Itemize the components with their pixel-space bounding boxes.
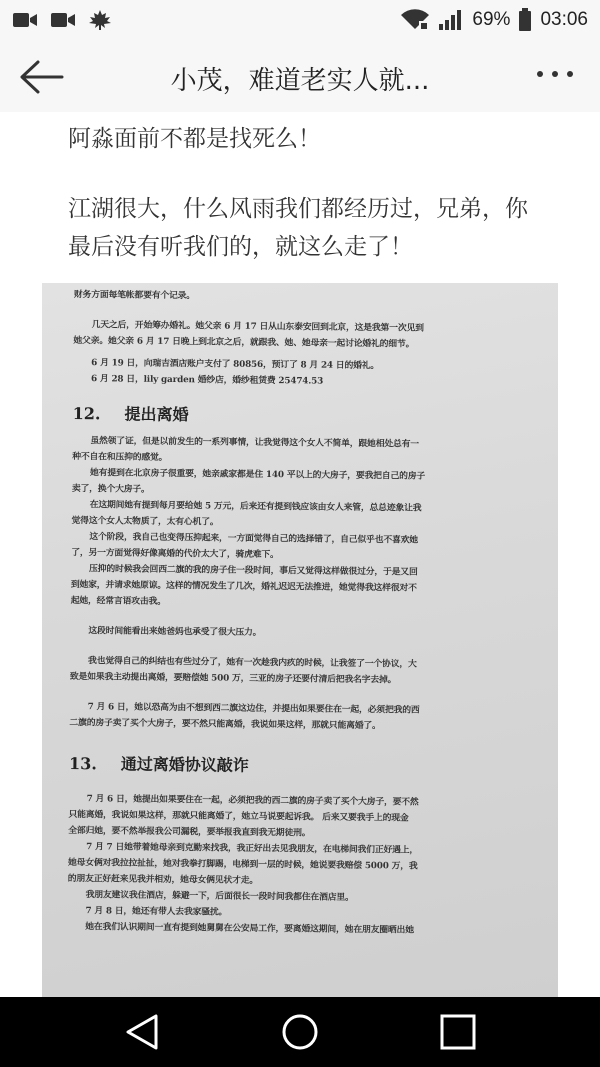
- maple-leaf-icon: [88, 9, 112, 31]
- section-heading: [69, 751, 519, 782]
- document-line: 7 月 7 日她带着她母亲到克勤来找我，我正好出去见我朋友，在电梯间我们正好遇上，: [86, 842, 419, 856]
- document-line: 只能离婚，我说如果这样，那就只能离婚了，她立马说要起诉我。 后来又要我手上的现金: [68, 809, 409, 824]
- section-heading: [73, 401, 523, 432]
- status-bar-left: [12, 9, 112, 31]
- nav-home-button[interactable]: [280, 1012, 320, 1052]
- document-line: 她在我们认识期间一直有提到她舅舅在公安局工作，要离婚这期间，她在朋友圈晒出她: [85, 922, 414, 936]
- more-dots-icon: [530, 58, 580, 94]
- document-line: 7 月 6 日，她以恐高为由不想到西二旗这边住，并提出如果要住在一起，必须把我的西: [87, 702, 420, 716]
- document-line: 到她家，并请求她原谅。这样的情况发生了几次，婚礼迟迟无法推进，她觉得我这样很对不: [70, 579, 417, 594]
- article-paragraph: 江湖很大，什么风雨我们都经历过，兄弟，你最后没有听我们的，就这么走了！: [68, 196, 528, 260]
- square-recent-icon: [438, 1012, 478, 1052]
- document-line: 了，另一方面觉得好像离婚的代价太大了，骑虎难下。: [71, 547, 279, 561]
- status-bar: [0, 0, 600, 40]
- more-button[interactable]: [530, 58, 580, 94]
- document-line: 的朋友正好赶来见我并相劝，她母女俩见状才走。: [67, 873, 259, 886]
- article-paragraph: 阿淼面前不都是找死么！: [68, 126, 321, 152]
- document-line: 她有提到在北京房子很重要，她亲戚家都是住 140 平以上的大房子，要我把自己的房子: [89, 468, 426, 482]
- document-line: 她父亲。她父亲 6 月 17 日晚上到北京之后，就跟我、她、她母亲一起讨论婚礼的细节。: [73, 335, 415, 350]
- video-camera-icon: [12, 10, 38, 30]
- document-photo[interactable]: [42, 283, 558, 997]
- back-button[interactable]: [18, 58, 66, 96]
- document-line: 几天之后，开始筹办婚礼。她父亲 6 月 17 日从山东泰安回到北京，这是我第一次见到: [91, 320, 424, 334]
- clock: 03:06: [540, 9, 588, 30]
- nav-back-button[interactable]: [122, 1012, 162, 1052]
- wifi-icon: [400, 9, 430, 31]
- document-line: 压抑的时候我会回西二旗的我的房子住一段时间，事后又觉得这样做很过分，于是又回: [88, 564, 418, 578]
- document-line: 虽然领了证，但是以前发生的一系列事情，让我觉得这个女人不简单，跟她相处总有一: [90, 436, 420, 450]
- video-camera-icon: [50, 10, 76, 30]
- document-line: 7 月 8 日，她还有带人去我家骚扰。: [85, 906, 228, 918]
- document-line: 这段时间能看出来她爸妈也承受了很大压力。: [88, 626, 262, 638]
- document-line: 7 月 6 日，她提出如果要住在一起，必须把我的西二旗的房子卖了买个大房子，要不然: [86, 794, 419, 808]
- section-number: 12.: [72, 403, 101, 424]
- battery-percent: 69%: [472, 9, 511, 30]
- page-title: 小茂，难道老实人就...: [170, 66, 430, 96]
- document-line: 二旗的房子卖了买个大房子，要不然只能离婚，我说如果这样，那就只能离婚了。: [69, 717, 381, 732]
- article-content[interactable]: [0, 112, 600, 997]
- document-line: 这个阶段，我自己也变得压抑起来，一方面觉得自己的选择错了，自己似乎也不喜欢她: [89, 532, 419, 546]
- document-line: 我朋友建议我住酒店，躲避一下，后面很长一段时间我都住在酒店里。: [85, 890, 354, 903]
- document-line: 在这期间她有提到每月要给她 5 万元，后来还有提到钱应该由女人来管，总总迹象让我: [89, 500, 422, 514]
- document-line: 6 月 19 日，向瑞吉酒店账户支付了 80856，预订了 8 月 24 日的婚礼。: [91, 358, 380, 372]
- document-line: 觉得这个女人太物质了，太有心机了。: [71, 515, 219, 528]
- document-page: [67, 287, 524, 940]
- section-title: 通过离婚协议敲诈: [120, 754, 249, 775]
- document-line: 我也觉得自己的纠结也有些过分了，她有一次趁我内疚的时候，让我签了一个协议，大: [88, 656, 417, 670]
- document-line: 财务方面每笔帐都要有个记录。: [73, 289, 196, 302]
- status-bar-right: [400, 8, 588, 32]
- document-line: 起她，经常言语攻击我。: [70, 595, 166, 607]
- battery-icon: [518, 8, 532, 32]
- document-line: 她母女俩对我拉拉扯扯，她对我拳打脚踢，电梯到一层的时候，她说要我赔偿 5000 万，我: [67, 857, 418, 872]
- triangle-back-icon: [122, 1012, 162, 1052]
- document-line: 种不自在和压抑的感觉。: [72, 451, 168, 463]
- document-line: 致是如果我主动提出离婚，要赔偿她 500 万，三亚的房子还要付清后把我名字去掉。: [69, 671, 397, 686]
- section-number: 13.: [68, 753, 97, 774]
- arrow-left-icon: [18, 58, 66, 96]
- document-line: 卖了，换个大房子。: [71, 483, 150, 495]
- circle-home-icon: [280, 1012, 320, 1052]
- nav-recent-apps-button[interactable]: [438, 1012, 478, 1052]
- app-header: [0, 40, 600, 113]
- section-title: 提出离婚: [124, 404, 189, 425]
- signal-icon: [438, 9, 464, 31]
- document-line: 全部归她，要不然举报我公司漏税，要举报我直到我无期徒刑。: [68, 825, 311, 839]
- document-line: 6 月 28 日，lily garden 婚纱店，婚纱租赁费 25474.53: [90, 374, 324, 387]
- navigation-bar: [0, 997, 600, 1067]
